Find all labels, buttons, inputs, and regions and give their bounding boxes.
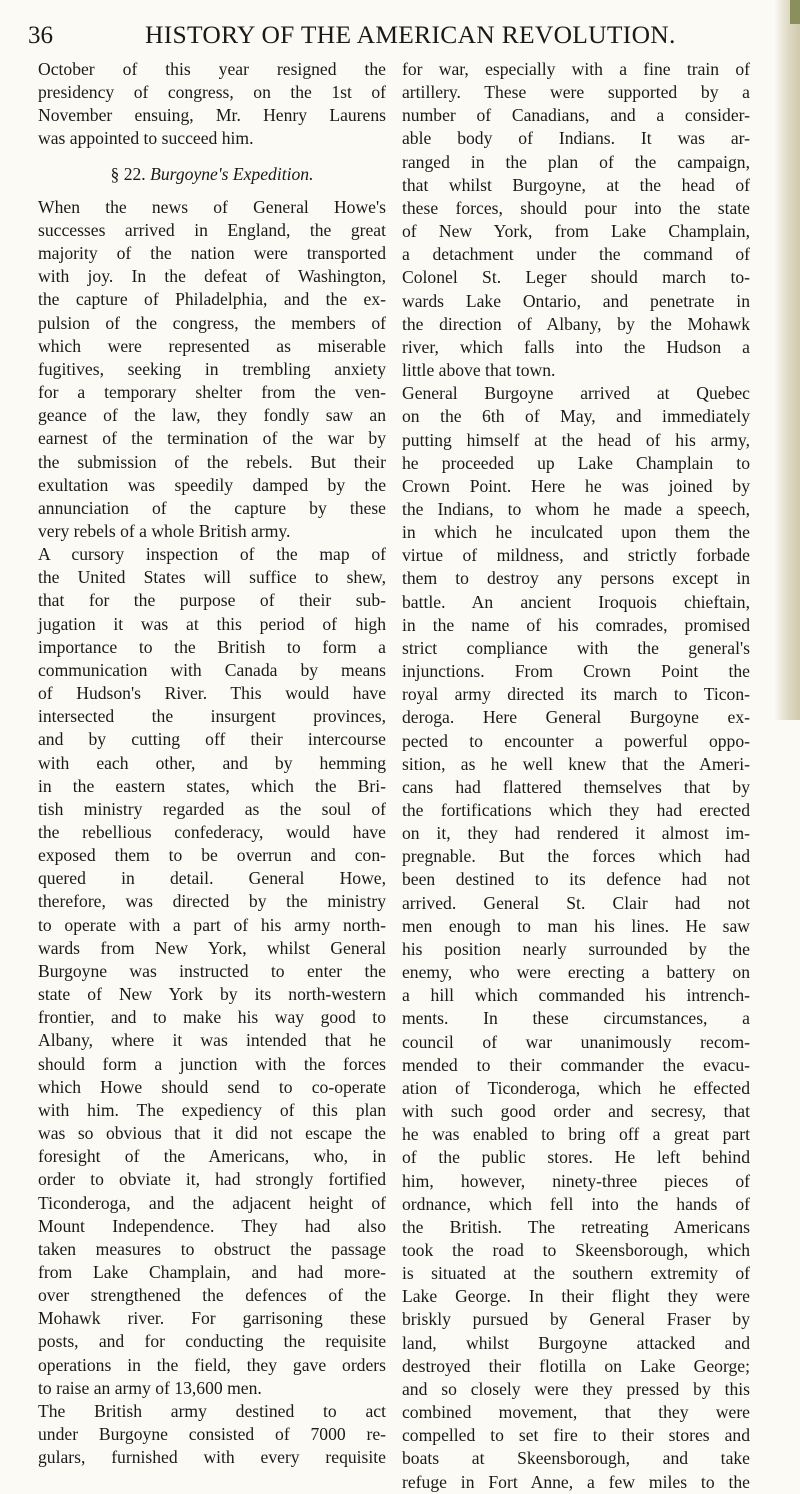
text-line: royal army directed its march to Ticon- (402, 684, 750, 705)
text-line: of New York, from Lake Champlain, (402, 221, 750, 242)
text-line: with each other, and by hemming (38, 752, 386, 773)
text-line: them to destroy any persons except in (402, 568, 750, 589)
text-line: for a temporary shelter from the ven- (38, 382, 386, 403)
text-line: that for the purpose of their sub- (38, 590, 386, 611)
text-line: of Hudson's River. This would have (38, 683, 386, 704)
text-line: for war, especially with a fine train of (402, 59, 750, 79)
text-line: was appointed to succeed him. (38, 128, 254, 149)
text-line: is situated at the southern extremity of (402, 1263, 750, 1284)
text-line: of the public stores. He left behind (402, 1147, 750, 1168)
text-line: successes arrived in England, the great (38, 219, 386, 240)
section-symbol: § 22. (110, 163, 146, 184)
left-column (38, 58, 386, 1469)
paragraph (38, 543, 386, 1400)
text-line: battle. An ancient Iroquois chieftain, (402, 591, 750, 612)
text-line: Colonel St. Leger should march to- (402, 267, 750, 288)
text-line: his position nearly surrounded by the (402, 938, 750, 959)
text-line: Lake George. In their flight they were (402, 1286, 750, 1307)
text-line: which Howe should send to co-operate (38, 1076, 386, 1097)
paragraph (38, 196, 386, 543)
text-line: ation of Ticonderoga, which he effected (402, 1077, 750, 1098)
text-line: Mohawk river. For garrisoning these (38, 1308, 386, 1329)
text-line: compelled to set fire to their stores and (402, 1425, 750, 1446)
text-line: which were represented as miserable (38, 335, 386, 356)
text-line: pregnable. But the forces which had (402, 846, 750, 867)
text-line: earnest of the termination of the war by (38, 428, 386, 449)
text-line: very rebels of a whole British army. (38, 520, 291, 541)
text-line: Burgoyne was instructed to enter the (38, 960, 386, 981)
text-line: the fortifications which they had erected (402, 800, 750, 820)
text-line: geance of the law, they fondly saw an (38, 405, 386, 426)
text-line: cans had flattered themselves that by (402, 776, 750, 797)
text-line: combined movement, that they were (402, 1402, 750, 1423)
text-line: was so obvious that it did not escape the (38, 1123, 386, 1144)
text-line: men enough to man his lines. He saw (402, 915, 750, 936)
text-line: the United States will suffice to shew, (38, 567, 386, 588)
text-line: General Burgoyne arrived at Quebec (402, 383, 750, 404)
text-line: council of war unanimously recom- (402, 1031, 750, 1052)
text-line: virtue of mildness, and strictly forbade (402, 545, 750, 566)
text-line: the submission of the rebels. But their (38, 451, 386, 472)
text-line: and by cutting off their intercourse (38, 729, 386, 750)
text-line: injunctions. From Crown Point the (402, 661, 750, 682)
text-line: A cursory inspection of the map of (38, 544, 386, 565)
text-line: order to obviate it, had strongly fortified (38, 1169, 386, 1190)
paragraph (402, 382, 750, 1494)
text-line: quered in detail. General Howe, (38, 868, 386, 889)
text-line: number of Canadians, and a consider- (402, 105, 750, 126)
text-line: posts, and for conducting the requisite (38, 1331, 386, 1352)
text-line: fugitives, seeking in trembling anxiety (38, 358, 386, 379)
text-line: wards Lake Ontario, and penetrate in (402, 290, 750, 311)
text-line: river, which falls into the Hudson a (402, 336, 750, 357)
text-line: a detachment under the command of (402, 244, 750, 265)
text-line: putting himself at the head of his army, (402, 429, 750, 450)
text-line: foresight of the Americans, who, in (38, 1146, 386, 1167)
page-number: 36 (28, 22, 53, 49)
text-line: November ensuing, Mr. Henry Laurens (38, 105, 386, 126)
paragraph (38, 58, 386, 151)
text-line: artillery. These were supported by a (402, 82, 750, 103)
text-line: able body of Indians. It was ar- (402, 128, 750, 149)
text-line: presidency of congress, on the 1st of (38, 82, 386, 103)
text-line: ranged in the plan of the campaign, (402, 151, 750, 172)
paragraph (38, 1400, 386, 1469)
text-line: pulsion of the congress, the members of (38, 312, 386, 333)
text-line: therefore, was directed by the ministry (38, 891, 386, 912)
text-line: on it, they had rendered it almost im- (402, 823, 750, 844)
text-line: boats at Skeensborough, and take (402, 1448, 750, 1469)
text-line: gulars, furnished with every requisite (38, 1447, 386, 1468)
text-line: land, whilst Burgoyne attacked and (402, 1332, 750, 1353)
text-line: deroga. Here General Burgoyne ex- (402, 707, 750, 728)
text-line: frontier, and to make his way good to (38, 1007, 386, 1028)
text-line: the rebellious confederacy, would have (38, 822, 386, 842)
text-line: destroyed their flotilla on Lake George; (402, 1355, 750, 1376)
text-line: ments. In these circumstances, a (402, 1008, 750, 1029)
text-line: under Burgoyne consisted of 7000 re- (38, 1424, 386, 1445)
text-line: wards from New York, whilst General (38, 937, 386, 958)
text-line: Crown Point. Here he was joined by (402, 475, 750, 496)
text-line: When the news of General Howe's (38, 196, 386, 217)
text-line: with him. The expediency of this plan (38, 1099, 386, 1120)
text-line: these forces, should pour into the state (402, 197, 750, 218)
text-line: with such good order and secresy, that (402, 1101, 750, 1122)
text-line: communication with Canada by means (38, 659, 386, 680)
text-line: little above that town. (402, 360, 556, 381)
text-line: been destined to its defence had not (402, 869, 750, 890)
text-line: to operate with a part of his army north- (38, 914, 386, 935)
text-line: mended to their commander the evacu- (402, 1054, 750, 1075)
text-line: taken measures to obstruct the passage (38, 1238, 386, 1259)
text-line: Albany, where it was intended that he (38, 1030, 386, 1051)
text-line: him, however, ninety-three pieces of (402, 1170, 750, 1191)
text-line: intersected the insurgent provinces, (38, 706, 386, 727)
text-line: and so closely were they pressed by this (402, 1378, 750, 1399)
text-line: in the name of his comrades, promised (402, 614, 750, 635)
text-line: sition, as he well knew that the Ameri- (402, 753, 750, 774)
text-line: Ticonderoga, and the adjacent height of (38, 1192, 386, 1213)
text-line: importance to the British to form a (38, 636, 386, 657)
text-line: with joy. In the defeat of Washington, (38, 266, 386, 287)
running-head: HISTORY OF THE AMERICAN REVOLUTION. (145, 20, 676, 49)
text-line: the capture of Philadelphia, and the ex- (38, 289, 386, 310)
text-line: ordnance, which fell into the hands of (402, 1193, 750, 1214)
text-line: on the 6th of May, and immediately (402, 406, 750, 427)
text-line: he proceeded up Lake Champlain to (402, 452, 750, 473)
text-line: the direction of Albany, by the Mohawk (402, 313, 750, 334)
text-line: he was enabled to bring off a great part (402, 1124, 750, 1145)
text-line: Mount Independence. They had also (38, 1215, 386, 1236)
text-line: exultation was speedily damped by the (38, 474, 386, 495)
section-heading (38, 163, 386, 186)
text-line: annunciation of the capture by these (38, 497, 386, 518)
text-line: arrived. General St. Clair had not (402, 892, 750, 913)
text-line: the Indians, to whom he made a speech, (402, 498, 750, 519)
text-line: took the road to Skeensborough, which (402, 1239, 750, 1260)
text-line: state of New York by its north-western (38, 984, 386, 1005)
text-line: in the eastern states, which the Bri- (38, 775, 386, 796)
text-line: over strengthened the defences of the (38, 1285, 386, 1306)
text-line: October of this year resigned the (38, 59, 386, 79)
paragraph (402, 58, 750, 382)
text-line: pected to encounter a powerful oppo- (402, 730, 750, 751)
text-line: that whilst Burgoyne, at the head of (402, 174, 750, 195)
text-line: the British. The retreating Americans (402, 1216, 750, 1237)
text-line: majority of the nation were transported (38, 243, 386, 264)
text-line: exposed them to be overrun and con- (38, 845, 386, 866)
text-line: enemy, who were erecting a battery on (402, 962, 750, 983)
text-line: refuge in Fort Anne, a few miles to the (402, 1471, 750, 1492)
text-line: to raise an army of 13,600 men. (38, 1377, 262, 1398)
page-edge-shadow (774, 0, 800, 720)
page-header (0, 20, 800, 60)
text-line: operations in the field, they gave orders (38, 1354, 386, 1375)
section-title: Burgoyne's Expedition. (150, 163, 314, 184)
text-line: tish ministry regarded as the soul of (38, 798, 386, 819)
text-line: should form a junction with the forces (38, 1053, 386, 1074)
text-line: jugation it was at this period of high (38, 613, 386, 634)
text-line: from Lake Champlain, and had more- (38, 1261, 386, 1282)
text-line: briskly pursued by General Fraser by (402, 1309, 750, 1330)
text-line: strict compliance with the general's (402, 637, 750, 658)
text-line: in which he inculcated upon them the (402, 522, 750, 543)
right-column (402, 58, 750, 1494)
text-line: a hill which commanded his intrench- (402, 985, 750, 1006)
text-line: The British army destined to act (38, 1400, 386, 1421)
